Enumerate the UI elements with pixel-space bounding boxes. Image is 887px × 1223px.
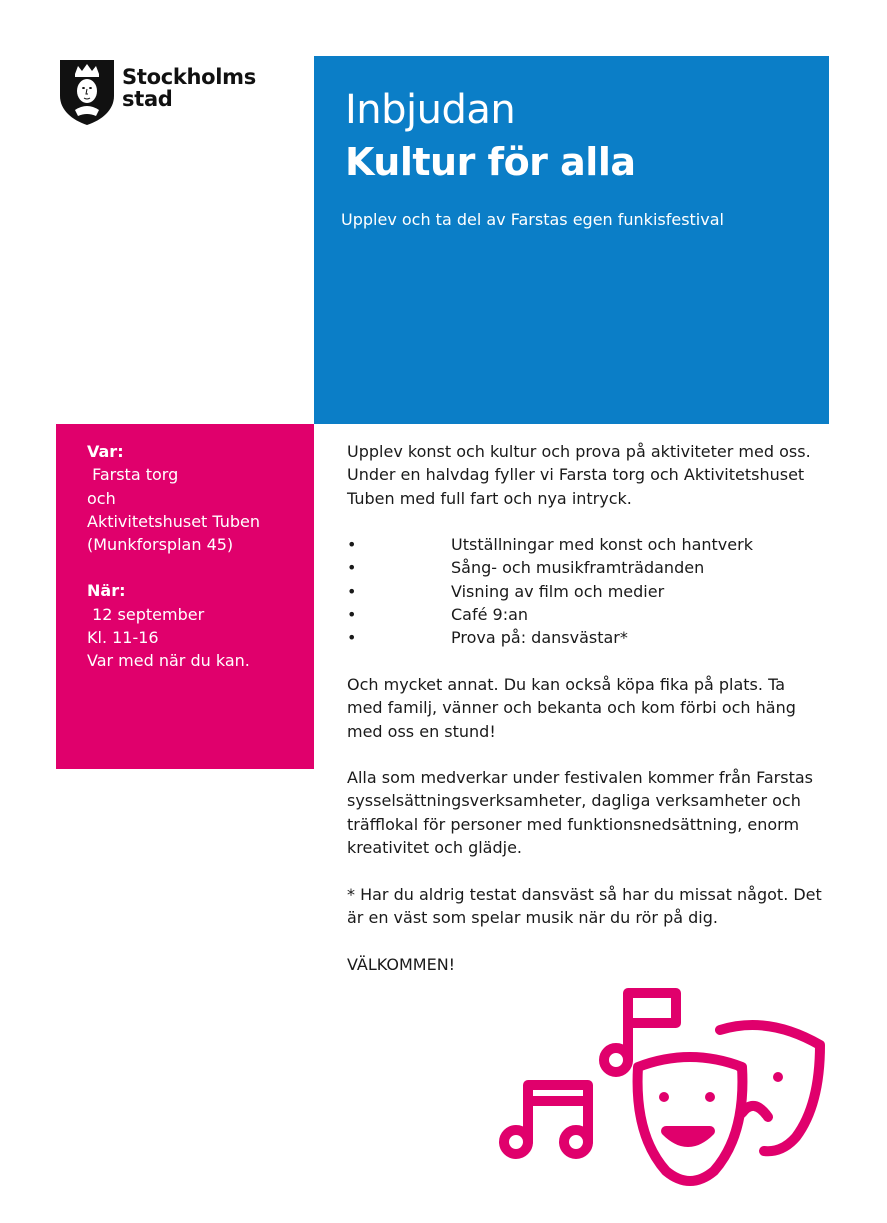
info-panel [56, 424, 314, 769]
list-item-text: Sång- och musikframträdanden [451, 558, 705, 578]
welcome-text: VÄLKOMMEN! [347, 954, 456, 974]
list-item [347, 533, 822, 556]
footnote-paragraph: * Har du aldrig testat dansväst så har du missat något. Det är en väst som spelar musik när du rör på dig. [347, 884, 822, 927]
where-label: Var: [87, 442, 124, 461]
music-notes-theater-masks-icon [498, 985, 828, 1190]
logo-line-2: stad [122, 87, 173, 111]
bullet-icon: • [347, 581, 357, 601]
intro-paragraph: Upplev konst och kultur och prova på aktiviteter med oss. Under en halvdag fyller vi Farsta torg och Aktivitetshuset Tuben med full fart och nya intryck. [347, 442, 811, 508]
when-line: Kl. 11-16 [87, 628, 159, 648]
list-item-text: Prova på: dansvästar* [451, 628, 628, 648]
where-line: Aktivitetshuset Tuben [87, 511, 261, 531]
when-line: Var med när du kan. [87, 651, 250, 671]
bullet-icon: • [347, 628, 357, 648]
list-item [347, 556, 822, 579]
activity-list [347, 533, 822, 649]
details-paragraph: Och mycket annat. Du kan också köpa fika på plats. Ta med familj, vänner och bekanta och kom förbi och häng med oss en stund! [347, 674, 796, 741]
page-title-invitation: Inbjudan [345, 87, 516, 133]
list-item-text: Visning av film och medier [451, 581, 665, 601]
list-item [347, 603, 822, 626]
logo-wordmark [122, 66, 256, 110]
main-content [347, 440, 822, 976]
stockholms-stad-logo [58, 58, 268, 126]
header-panel [314, 56, 829, 424]
page-subtitle: Upplev och ta del av Farstas egen funkisfestival [341, 210, 724, 229]
logo-line-1: Stockholms [122, 65, 256, 89]
list-item [347, 626, 822, 649]
where-line: och [87, 488, 116, 508]
where-line: (Munkforsplan 45) [87, 535, 234, 555]
page-title-main: Kultur för alla [345, 140, 636, 184]
list-item [347, 580, 822, 603]
participants-paragraph: Alla som medverkar under festivalen kommer från Farstas sysselsättningsverksamheter, dagliga verksamheter och träfflokal för personer med funktionsnedsättning, enorm kreativitet och glädje. [347, 768, 813, 858]
bullet-icon: • [347, 558, 357, 578]
list-item-text: Utställningar med konst och hantverk [451, 535, 753, 555]
list-item-text: Café 9:an [451, 605, 529, 625]
when-line: 12 september [87, 604, 205, 624]
bullet-icon: • [347, 605, 357, 625]
when-label: När: [87, 581, 126, 601]
bullet-icon: • [347, 535, 357, 555]
where-line: Farsta torg [87, 465, 179, 485]
info-panel-content [87, 440, 260, 673]
stockholm-crown-shield-icon [58, 58, 116, 126]
